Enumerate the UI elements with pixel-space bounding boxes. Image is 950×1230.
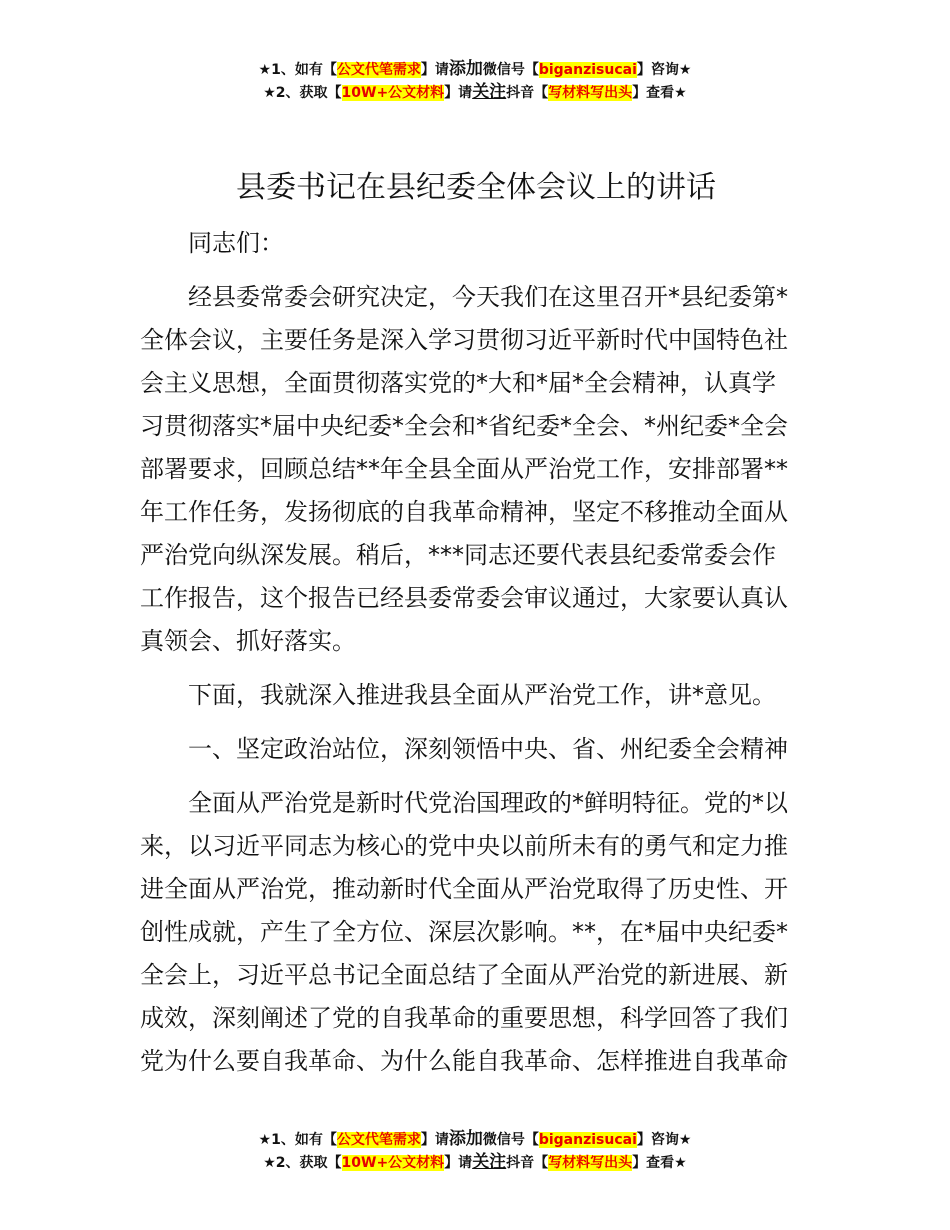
- text-line: 创性成就，产生了全方位、深层次影响。**，在*届中央纪委*: [140, 918, 788, 946]
- text-line: 党为什么要自我革命、为什么能自我革命、怎样推进自我革命: [140, 1047, 788, 1075]
- banner-text: ★2、获取【: [263, 1155, 342, 1171]
- text-line: 严治党向纵深发展。稍后，***同志还要代表县纪委常委会作: [140, 541, 776, 569]
- banner-highlight: 10W+公文材料: [341, 85, 445, 101]
- section-heading-1: 一、坚定政治站位，深刻领悟中央、省、州纪委全会精神: [188, 735, 788, 763]
- banner-highlight: 公文代笔需求: [336, 62, 421, 78]
- banner-text: 】咨询★: [636, 1132, 692, 1148]
- text-line: 工作报告，这个报告已经县委常委会审议通过，大家要认真认: [140, 584, 788, 612]
- banner-text: ★2、获取【: [263, 85, 342, 101]
- banner-highlight: 公文代笔需求: [336, 1132, 421, 1148]
- banner-text: 】请: [420, 62, 449, 78]
- banner-text: 抖音【: [506, 85, 549, 101]
- banner-line-2: [0, 1151, 950, 1174]
- bottom-banner: [0, 1128, 950, 1174]
- text-line: 年工作任务，发扬彻底的自我革命精神，坚定不移推动全面从: [140, 498, 788, 526]
- banner-highlight: 写材料写出头: [548, 1155, 633, 1171]
- text-line: 部署要求，回顾总结**年全县全面从严治党工作，安排部署**: [140, 455, 788, 483]
- banner-highlight: 10W+公文材料: [341, 1155, 445, 1171]
- banner-text: ★1、如有【: [258, 1132, 337, 1148]
- banner-line-1: [0, 1128, 950, 1151]
- banner-line-2: [0, 81, 950, 104]
- banner-emphasis: 关注: [472, 82, 507, 102]
- text-line: 经县委常委会研究决定，今天我们在这里召开*县纪委第*: [188, 283, 788, 311]
- top-banner: [0, 58, 950, 104]
- banner-text: 微信号【: [482, 62, 539, 78]
- banner-text: 】咨询★: [636, 62, 692, 78]
- text-line: 全会上，习近平总书记全面总结了全面从严治党的新进展、新: [140, 961, 788, 989]
- banner-highlight: 写材料写出头: [548, 85, 633, 101]
- banner-text: 】请: [444, 85, 473, 101]
- banner-line-1: [0, 58, 950, 81]
- text-line: 成效，深刻阐述了党的自我革命的重要思想，科学回答了我们: [140, 1004, 788, 1032]
- paragraph-2: 下面，我就深入推进我县全面从严治党工作，讲*意见。: [188, 681, 776, 709]
- banner-emphasis: 关注: [472, 1152, 507, 1172]
- paragraph-3: [140, 782, 812, 1083]
- banner-highlight: biganzisucai: [538, 1132, 637, 1148]
- text-line: 真领会、抓好落实。: [140, 627, 356, 655]
- document-title: 县委书记在县纪委全体会议上的讲话: [236, 170, 716, 205]
- banner-emphasis: 添加: [448, 1129, 483, 1149]
- text-line: 习贯彻落实*届中央纪委*全会和*省纪委*全会、*州纪委*全会: [140, 412, 788, 440]
- banner-text: 】查看★: [632, 85, 687, 101]
- text-line: 来，以习近平同志为核心的党中央以前所未有的勇气和定力推: [140, 832, 788, 860]
- text-line: 全体会议，主要任务是深入学习贯彻习近平新时代中国特色社: [140, 326, 788, 354]
- banner-text: 微信号【: [482, 1132, 539, 1148]
- banner-highlight: biganzisucai: [538, 62, 637, 78]
- banner-text: 】查看★: [632, 1155, 687, 1171]
- banner-text: ★1、如有【: [258, 62, 337, 78]
- text-line: 进全面从严治党，推动新时代全面从严治党取得了历史性、开: [140, 875, 788, 903]
- banner-text: 】请: [420, 1132, 449, 1148]
- banner-emphasis: 添加: [448, 59, 483, 79]
- banner-text: 抖音【: [506, 1155, 549, 1171]
- salutation: 同志们：: [188, 229, 284, 257]
- banner-text: 】请: [444, 1155, 473, 1171]
- text-line: 全面从严治党是新时代党治国理政的*鲜明特征。党的*以: [188, 789, 788, 817]
- paragraph-1: [140, 276, 812, 663]
- text-line: 会主义思想，全面贯彻落实党的*大和*届*全会精神，认真学: [140, 369, 776, 397]
